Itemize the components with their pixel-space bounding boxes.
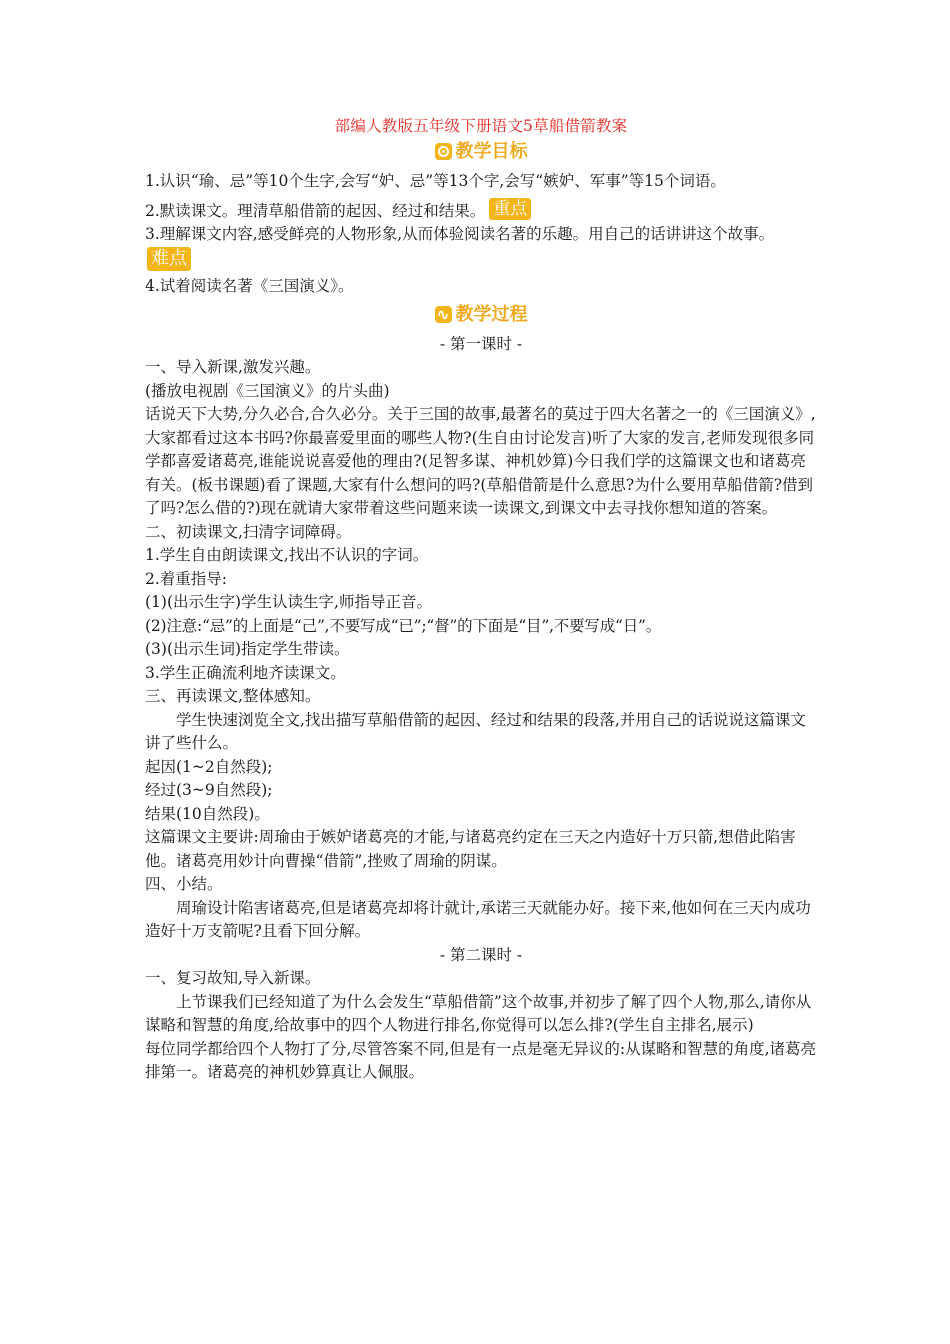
lesson-2-line: 一、复习故知,导入新课。	[145, 969, 321, 987]
wave-icon	[435, 306, 452, 323]
lesson-1-line: 起因(1~2自然段);	[145, 757, 273, 776]
document-title: 部编人教版五年级下册语文5草船借箭教案	[334, 117, 628, 135]
lesson-1-title: - 第一课时 -	[439, 334, 523, 353]
lesson-1-line: 结果(10自然段)。	[145, 804, 270, 823]
lesson-1-line: 3.学生正确流利地齐读课文。	[145, 663, 346, 682]
lesson-1-line: (2)注意:“忌”的上面是“己”,不要写成“已”;“督”的下面是“目”,不要写成“日”。	[145, 616, 662, 635]
process-header-label: 教学过程	[455, 303, 528, 325]
process-section-header	[145, 303, 817, 331]
lesson-1-line: 一、导入新课,激发兴趣。	[145, 358, 321, 376]
goal-4: 4.试着阅读名著《三国演义》。	[145, 277, 354, 295]
lesson-1-line: 经过(3~9自然段);	[145, 781, 273, 799]
goal-2-text: 2.默读课文。理清草船借箭的起因、经过和结果。	[145, 201, 486, 220]
goal-3-text: 3.理解课文内容,感受鲜亮的人物形象,从而体验阅读名著的乐趣。用自己的话讲讲这个故事。	[145, 225, 775, 243]
lesson-1-line: 三、再读课文,整体感知。	[145, 687, 321, 705]
goal-1: 1.认识“瑜、忌”等10个生字,会写“妒、忌”等13个字,会写“嫉妒、军事”等15个词语。	[145, 172, 726, 190]
lesson-2-line: 每位同学都给四个人物打了分,尽管答案不同,但是有一点是毫无异议的:从谋略和智慧的角度,诸葛亮排第一。诸葛亮的神机妙算真让人佩服。	[145, 1039, 817, 1081]
lesson-1-line: 这篇课文主要讲:周瑜由于嫉妒诸葛亮的才能,与诸葛亮约定在三天之内造好十万只箭,想借此陷害他。诸葛亮用妙计向曹操“借箭”,挫败了周瑜的阴谋。	[145, 828, 796, 870]
lesson-2-indented-paragraph: 上节课我们已经知道了为什么会发生“草船借箭”这个故事,并初步了解了四个人物,那么,请你从谋略和智慧的角度,给故事中的四个人物进行排名,你觉得可以怎么排?(学生自主排名,展示)	[145, 992, 812, 1034]
lesson-1-line: 四、小结。	[145, 875, 223, 893]
goals-section-header	[145, 140, 817, 168]
key-point-badge: 重点	[489, 198, 531, 220]
target-icon	[435, 143, 452, 160]
lesson-1-line: (播放电视剧《三国演义》的片头曲)	[145, 381, 390, 400]
document-page	[145, 114, 817, 1085]
lesson-1-indented-paragraph: 学生快速浏览全文,找出描写草船借箭的起因、经过和结果的段落,并用自己的话说说这篇课文讲了些什么。	[145, 710, 806, 752]
lesson-1-summary-paragraph: 周瑜设计陷害诸葛亮,但是诸葛亮却将计就计,承诺三天就能办好。接下来,他如何在三天内成功造好十万支箭呢?且看下回分解。	[145, 898, 811, 940]
lesson-1-line: 1.学生自由朗读课文,找出不认识的字词。	[145, 546, 429, 564]
lesson-2-title: - 第二课时 -	[439, 945, 523, 964]
lesson-1-line: (3)(出示生词)指定学生带读。	[145, 640, 350, 658]
lesson-1-line: 2.着重指导:	[145, 569, 228, 588]
difficult-point-badge: 难点	[147, 247, 191, 271]
goals-header-label: 教学目标	[455, 141, 528, 162]
goal-2	[145, 198, 817, 224]
lesson-1-line: 话说天下大势,分久必合,合久必分。关于三国的故事,最著名的莫过于四大名著之一的《三国演义》,大家都看过这本书吗?你最喜爱里面的哪些人物?(生自由讨论发言)听了大家的发言,老师发现很多同学都喜爱诸葛亮,谁能说说喜爱他的理由?(足智多谋、神机妙算)今日我们学的这篇课文也和诸葛亮有关。(板书课题)看了课题,大家有什么想问的吗?(草船借箭是什么意思?为什么要用草船借箭?借到了吗?怎么借的?)现在就请大家带着这些问题来读一读课文,到课文中去寻找你想知道的答案。	[145, 405, 816, 517]
goal-3	[145, 223, 817, 275]
lesson-1-line: 二、初读课文,扫清字词障碍。	[145, 522, 352, 541]
lesson-1-line: (1)(出示生字)学生认读生字,师指导正音。	[145, 593, 432, 611]
